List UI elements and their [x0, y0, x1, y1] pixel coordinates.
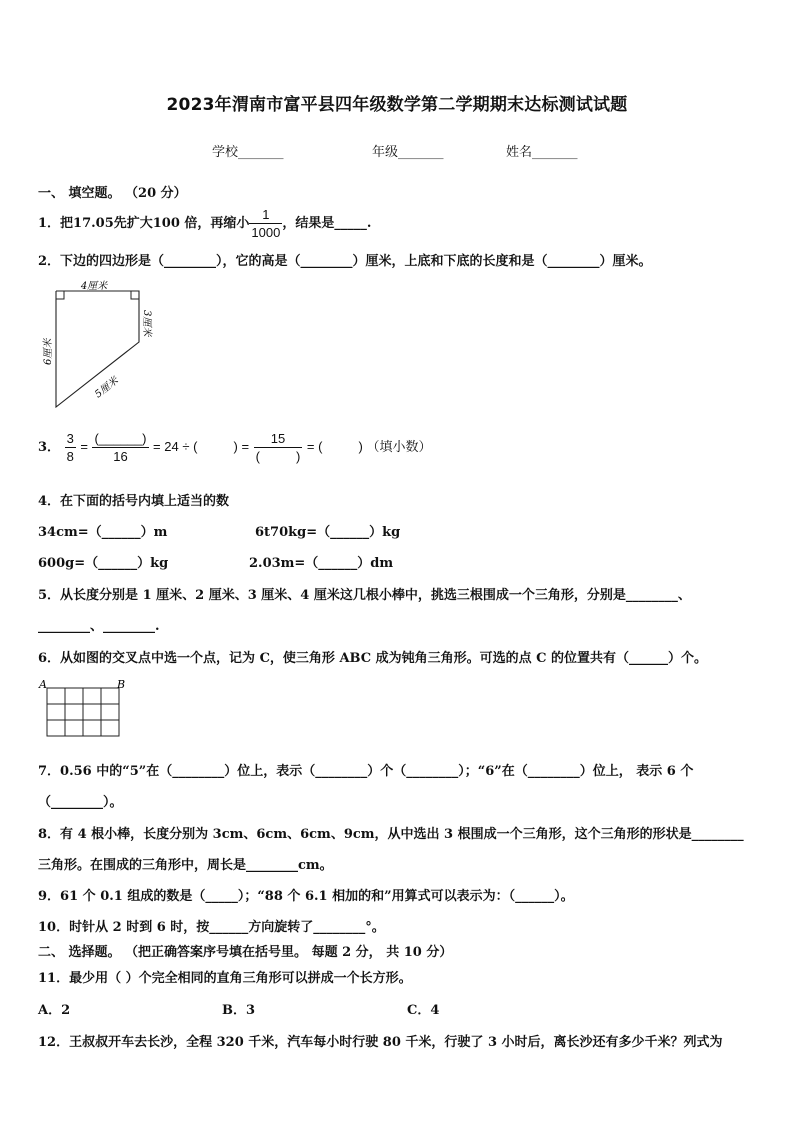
question-5: 5．从长度分别是 1 厘米、2 厘米、3 厘米、4 厘米这几根小棒中，挑选三根围成一个三角形，分别是________、	[38, 588, 691, 603]
question-7-line-2: （________）。	[38, 795, 123, 810]
fraction-denominator: 8	[66, 449, 74, 464]
equals-sign: =	[80, 439, 88, 454]
division-expression: = 24 ÷ ( ) =	[153, 439, 250, 454]
option-b: B．3	[222, 1003, 256, 1018]
label-bottom-5cm: 5厘米	[93, 375, 121, 401]
fraction-denominator: 16	[113, 449, 128, 464]
fraction-numerator: 1	[249, 206, 282, 224]
question-4: 4．在下面的括号内填上适当的数	[38, 494, 230, 509]
fraction-blank-16	[92, 430, 148, 465]
fraction-3-8	[65, 430, 76, 465]
trapezoid-figure	[36, 280, 166, 412]
fraction-numerator: 3	[66, 431, 74, 446]
page-title: 2023年渭南市富平县四年级数学第二学期期末达标测试试题	[166, 95, 628, 115]
point-b-label: B	[117, 678, 126, 691]
question-2: 2．下边的四边形是（________），它的高是（________）厘米，上底和下底的长度和是（________）厘米。	[38, 254, 652, 269]
right-angle-mark-right	[131, 291, 139, 299]
question-4-item-d: 2.03m=（______）dm	[249, 556, 394, 571]
decimal-blank: = ( ) （填小数）	[306, 439, 432, 454]
grade-field: 年级_______	[372, 145, 444, 160]
right-angle-mark-left	[56, 291, 64, 299]
fraction-denominator: ( )	[255, 449, 301, 464]
question-5-line-2: ________、________.	[38, 619, 160, 634]
label-top-4cm: 4厘米	[80, 281, 108, 292]
question-3	[38, 430, 432, 465]
school-field: 学校_______	[212, 145, 284, 160]
fraction-numerator: 15	[254, 430, 303, 448]
question-9: 9．61 个 0.1 组成的数是（_____）；“88 个 6.1 相加的和”用算式可以表示为：（______）。	[38, 889, 574, 904]
grid-figure	[38, 677, 128, 739]
grid-lines	[47, 688, 119, 736]
fraction-1-over-1000	[249, 206, 282, 241]
question-4-item-c: 600g=（______）kg	[38, 556, 169, 571]
question-10: 10．时针从 2 时到 6 时，按______方向旋转了________°。	[38, 920, 385, 935]
fraction-numerator: (______)	[94, 431, 147, 446]
fraction-denominator: 1000	[251, 225, 281, 240]
label-left-6cm: 6厘米	[43, 338, 54, 365]
name-field: 姓名_______	[506, 145, 578, 160]
option-c: C．4	[407, 1003, 440, 1018]
question-1-text: 1．把17.05先扩大100 倍，再缩小	[38, 216, 250, 231]
point-a-label: A	[39, 678, 47, 691]
question-8: 8．有 4 根小棒，长度分别为 3cm、6cm、6cm、9cm，从中选出 3 根围成一个三角形，这个三角形的形状是________	[38, 827, 744, 842]
question-11: 11．最少用（ ）个完全相同的直角三角形可以拼成一个长方形。	[38, 971, 412, 986]
section-1-heading: 一、 填空题。 （20 分）	[38, 186, 187, 201]
label-right-3cm: 3厘米	[141, 310, 152, 337]
question-4-item-b: 6t70kg=（______）kg	[255, 525, 401, 540]
question-4-item-a: 34cm=（______）m	[38, 525, 168, 540]
question-3-number: 3．	[38, 440, 61, 455]
question-8-line-2: 三角形。在围成的三角形中，周长是________cm。	[38, 858, 333, 873]
option-a: A．2	[38, 1003, 71, 1018]
question-7: 7．0.56 中的“5”在（________）位上，表示（________）个（________）；“6”在（________）位上， 表示 6 个	[38, 764, 694, 779]
fraction-15-blank	[254, 430, 303, 465]
question-12: 12．王叔叔开车去长沙，全程 320 千米，汽车每小时行驶 80 千米，行驶了 3 小时后，离长沙还有多少千米？列式为	[38, 1035, 723, 1050]
question-6: 6．从如图的交叉点中选一个点，记为 C，使三角形 ABC 成为钝角三角形。可选的点 C 的位置共有（______）个。	[38, 651, 708, 666]
question-1	[38, 206, 371, 241]
question-1-tail: ，结果是_____.	[282, 216, 372, 231]
section-2-heading: 二、 选择题。 （把正确答案序号填在括号里。 每题 2 分， 共 10 分）	[38, 945, 453, 960]
